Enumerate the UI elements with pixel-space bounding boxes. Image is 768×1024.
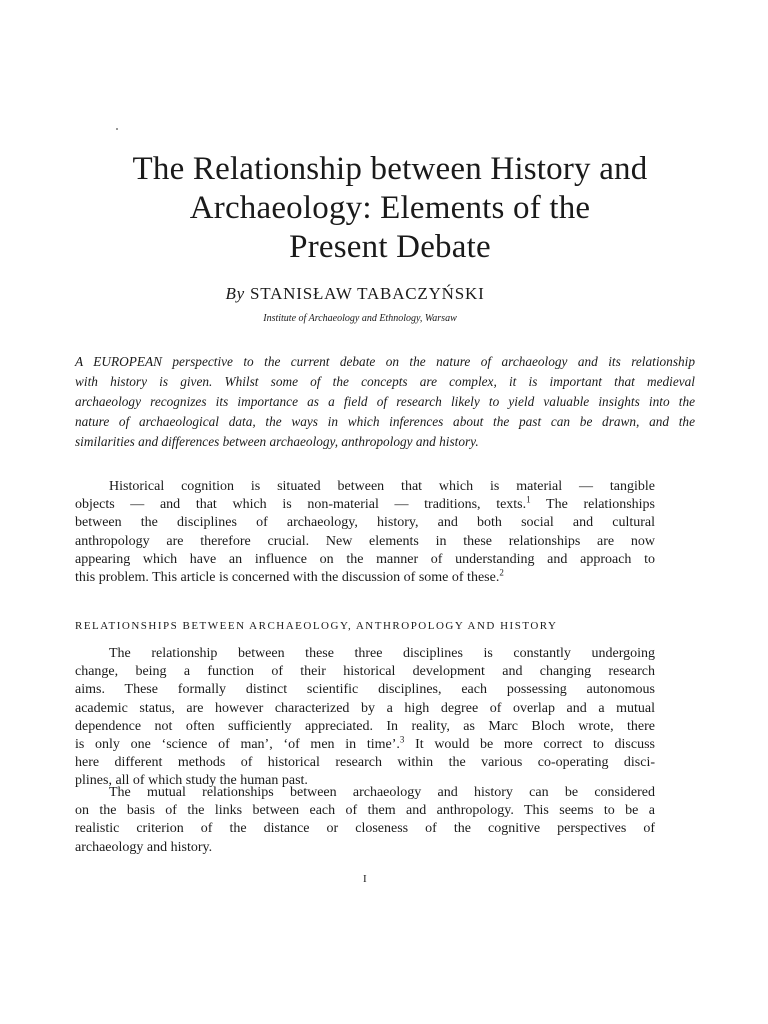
body-line: dependence not often sufficiently appreciated. In reality, as Marc Bloch wrote, there: [75, 718, 655, 734]
stray-mark: [116, 128, 118, 130]
author-affiliation: Institute of Archaeology and Ethnology, Warsaw: [263, 313, 457, 324]
body-line: [75, 496, 655, 514]
body-paragraph: [75, 784, 655, 857]
body-line: change, being a function of their historical development and changing research: [75, 664, 655, 680]
body-line: realistic criterion of the distance or closeness of the cognitive perspectives of: [75, 821, 655, 837]
abstract-line: with history is given. Whilst some of the concepts are complex, it is important that medieval: [75, 374, 695, 389]
body-paragraph: [75, 645, 655, 791]
body-line: appearing which have an influence on the manner of understanding and approach to: [75, 551, 655, 567]
body-line: anthropology are therefore crucial. New elements in these relationships are now: [75, 533, 655, 549]
body-line-text: It would be more correct to discuss: [404, 737, 655, 753]
intro-paragraph: [75, 478, 655, 587]
byline: [0, 284, 710, 304]
body-line: on the basis of the links between each of them and anthropology. This seems to be a: [75, 803, 655, 819]
body-line: [75, 736, 655, 754]
body-line: The mutual relationships between archaeology and history can be considered: [109, 785, 655, 800]
body-line: The relationship between these three disciplines is constantly undergoing: [109, 646, 655, 661]
body-line-text: is only one ‘science of man’, ‘of men in time’.: [75, 737, 400, 753]
section-heading: RELATIONSHIPS BETWEEN ARCHAEOLOGY, ANTHROPOLOGY AND HISTORY: [75, 620, 558, 632]
body-line: Historical cognition is situated between that which is material — tangible: [109, 479, 655, 494]
body-line: plines, all of which study the human past.: [75, 773, 308, 789]
author-name: STANISŁAW TABACZYŃSKI: [250, 284, 485, 303]
abstract-line: A EUROPEAN perspective to the current debate on the nature of archaeology and its relationship: [75, 354, 695, 369]
body-line: academic status, are however characterized by a high degree of overlap and a mutual: [75, 700, 655, 716]
footnote-ref[interactable]: 2: [499, 567, 504, 578]
article-title: [60, 150, 720, 267]
title-line-3: Present Debate: [289, 229, 491, 265]
abstract-line: nature of archaeological data, the ways in which inferences about the past can be drawn, and the: [75, 414, 695, 429]
body-line: here different methods of historical research within the various co-operating disci-: [75, 755, 655, 771]
body-line-text: objects — and that which is non-material — traditions, texts.: [75, 497, 527, 513]
title-line-1: The Relationship between History and: [132, 151, 648, 187]
abstract: [75, 352, 695, 452]
abstract-line: archaeology recognizes its importance as a field of research likely to yield valuable insights into the: [75, 394, 695, 409]
body-line: archaeology and history.: [75, 839, 213, 855]
footnote-ref[interactable]: 1: [526, 494, 531, 505]
abstract-line: similarities and differences between archaeology, anthropology and history.: [75, 434, 479, 449]
title-line-2: Archaeology: Elements of the: [189, 190, 591, 226]
footnote-ref[interactable]: 3: [399, 734, 405, 745]
page-number: I: [363, 873, 367, 885]
body-line: [75, 569, 655, 587]
byline-prefix: By: [225, 284, 245, 303]
body-line: aims. These formally distinct scientific disciplines, each possessing autonomous: [75, 682, 655, 698]
body-line-text: The relationships: [530, 497, 656, 513]
body-line: between the disciplines of archaeology, history, and both social and cultural: [75, 515, 655, 531]
body-line-text: this problem. This article is concerned with the discussion of some of these.: [75, 570, 500, 586]
